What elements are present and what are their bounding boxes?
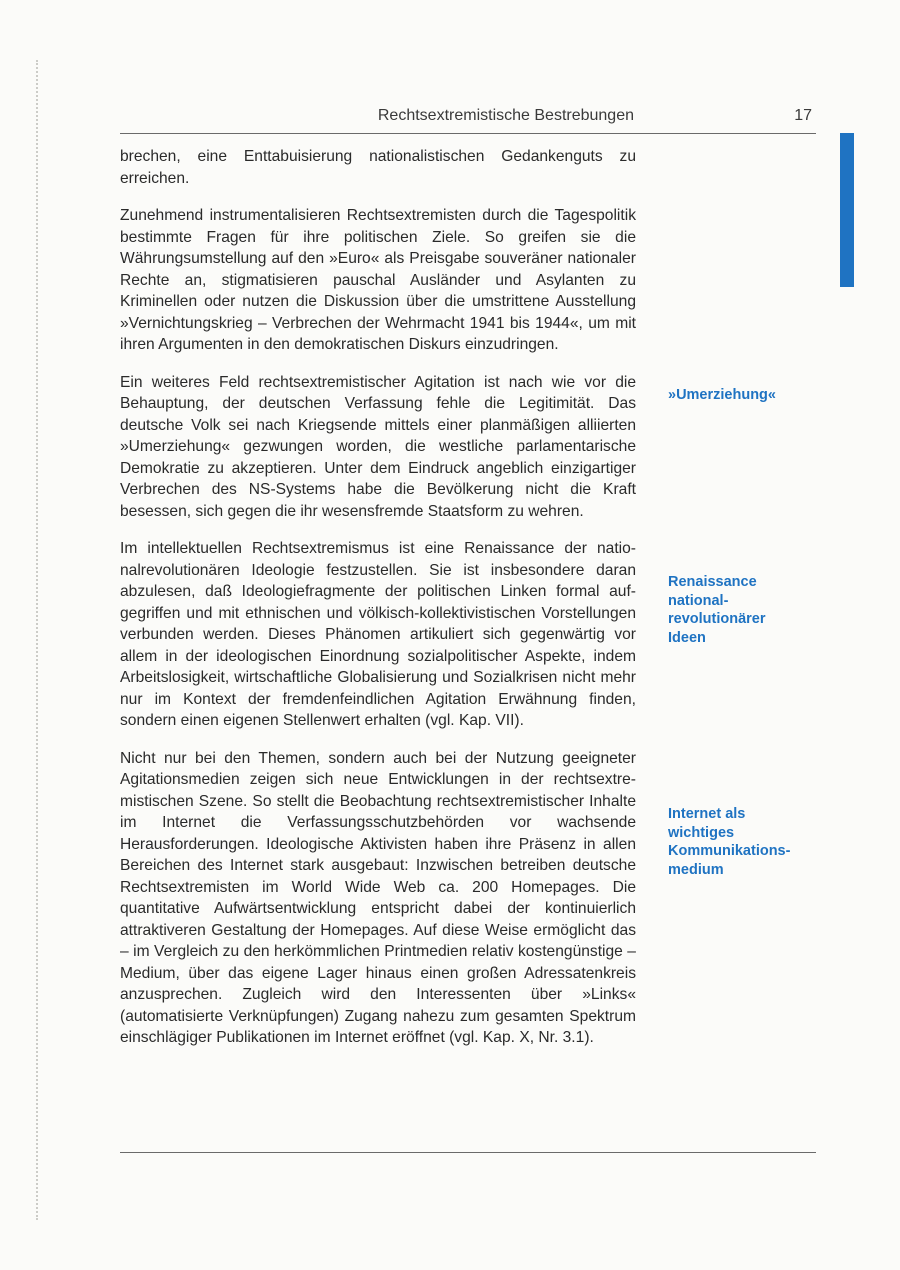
margin-note-line: revolutionärer <box>668 611 766 627</box>
margin-note-line: national- <box>668 592 729 609</box>
body-text <box>120 146 636 1065</box>
margin-note-line: Ideen <box>668 629 706 646</box>
margin-note-renaissance <box>668 573 818 647</box>
paragraph: Ein weiteres Feld rechtsextremistischer Agitation ist nach wie vor die Behauptung, der deutschen Verfassung fehle die Legitimität. Das deutsche Volk sei nach Kriegsende mittels einer planmäßigen alliierten »Umerziehung« gezwungen worden, die westliche parlamentarische Demokratie zu akzeptieren. Unter dem Eindruck angeblich einzigartiger Verbrechen des NS-Systems habe die Bevölkerung nicht die Kraft besessen, sich gegen die ihr wesensfremde Staatsform zu wehren. <box>120 373 636 520</box>
page-header <box>120 107 816 129</box>
running-title: Rechtsextremistische Bestrebungen <box>377 107 634 124</box>
margin-note-line: wichtiges <box>668 824 735 841</box>
paragraph: brechen, eine Enttabuisierung nationalistischen Gedankenguts zu erreichen. <box>120 148 636 187</box>
margin-note-line: Kommunikations- <box>668 843 791 859</box>
page-number: 17 <box>794 107 812 124</box>
margin-note-line: Internet als <box>668 806 746 822</box>
footer-rule <box>120 1152 816 1153</box>
header-rule <box>120 133 816 134</box>
paragraph: Zunehmend instrumentalisieren Rechtsextremisten durch die Tagespolitik bestimmte Fragen für ihre politischen Ziele. So greifen sie die Währungsumstellung auf den »Euro« als Preisgabe souveräner nationaler Rechte an, stigmatisieren pauschal Ausländer und Asylanten zu Kriminellen oder nutzen die Diskussion über die umstrittene Ausstellung »Vernichtungskrieg – Verbrechen der Wehrmacht 1941 bis 1944«, um mit ihren Argumenten in den demokratischen Diskurs einzudringen. <box>120 207 636 353</box>
margin-note-line: medium <box>668 861 724 878</box>
margin-note-internet <box>668 805 818 879</box>
margin-note-line: »Umerziehung« <box>668 387 776 403</box>
paragraph: Im intellektuellen Rechtsextremismus ist eine Renaissance der nationalrevolutionären Ideologie festzustellen. Sie ist insbesondere daran abzulesen, daß Ideologiefragmente der politischen Linken formal aufgegriffen und mit ethnischen und völkisch-kollektivistischen Vorstellungen verbunden werden. Dieses Phänomen artikuliert sich gegenwärtig vor allem in der ideologischen Einordnung sozialpolitischer Aspekte, indem Arbeitslosigkeit, wirtschaftliche Globalisierung und Sozialkrisen nicht mehr nur im Kontext der fremdenfeindlichen Agitation Erwähnung finden, sondern einen eigenen Stellenwert erhalten (vgl. Kap. VII). <box>120 540 636 729</box>
margin-note-umerziehung <box>668 386 818 405</box>
chapter-accent-bar <box>840 133 854 287</box>
scan-binding-edge <box>36 60 52 1220</box>
margin-note-line: Renaissance <box>668 574 757 590</box>
paragraph: Nicht nur bei den Themen, sondern auch bei der Nutzung geeigneter Agitationsmedien zeigen sich neue Entwicklungen in der rechtsextremistischen Szene. So stellt die Beobachtung rechtsextremistischer Inhalte im Internet die Verfassungsschutzbehörden vor wachsende Herausforderungen. Ideologische Aktivisten haben ihre Präsenz in allen Bereichen des Internet stark ausgebaut: Inzwischen betreiben deutsche Rechtsextremisten im World Wide Web ca. 200 Homepages. Die quantitative Aufwärtsentwicklung entspricht dabei der kontinuierlich attraktiveren Gestaltung der Homepages. Auf diese Weise ermöglicht das – im Vergleich zu den herkömmlichen Printmedien relativ kostengünstige – Medium, über das eigene Lager hinaus einen großen Adressatenkreis anzusprechen. Zugleich wird den Interessenten über »Links« (automatisierte Verknüpfungen) Zugang nahezu zum gesamten Spektrum einschlägiger Publikationen im Internet eröffnet (vgl. Kap. X, Nr. 3.1). <box>120 749 636 1046</box>
